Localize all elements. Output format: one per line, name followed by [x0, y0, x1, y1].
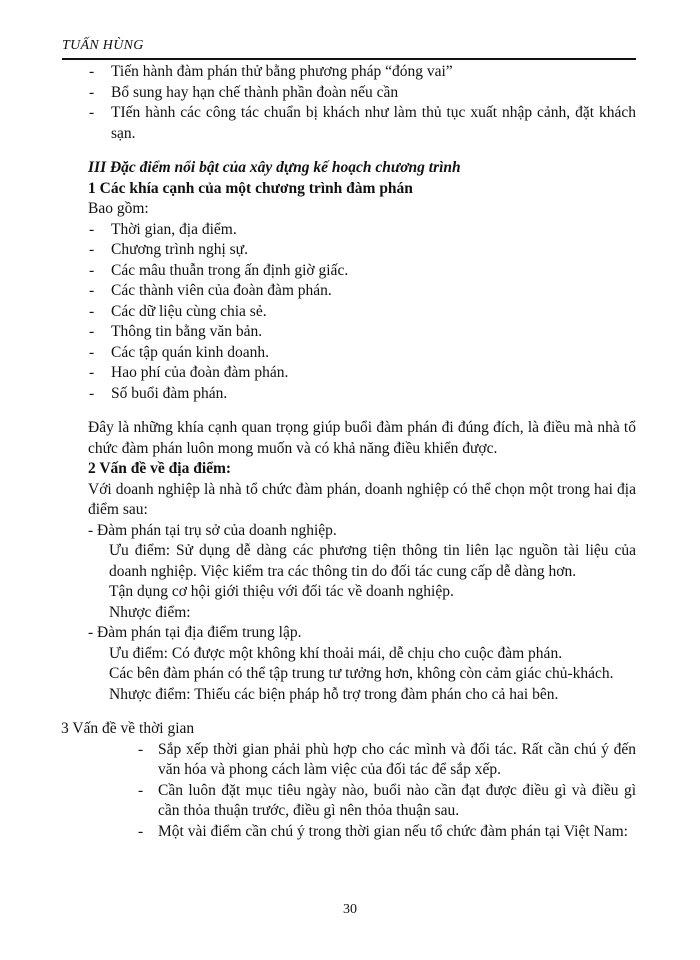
list-item: - Các dữ liệu cùng chia sẻ. — [88, 302, 636, 323]
paragraph: Bao gồm: — [88, 200, 149, 217]
list-item: - Thời gian, địa điểm. — [88, 220, 636, 241]
option-label: - Đàm phán tại địa điểm trung lập. — [88, 624, 302, 641]
list-item: - Các thành viên của đoàn đàm phán. — [88, 281, 636, 302]
list-item: - Tiến hành đàm phán thử bằng phương pháp “đóng vai” — [88, 62, 636, 83]
subsection-heading: 3 Vấn đề về thời gian — [61, 720, 195, 737]
list-item: - Chương trình nghị sự. — [88, 240, 636, 261]
paragraph: Đây là những khía cạnh quan trọng giúp buổi đàm phán đi đúng đích, là điều mà nhà tổ chức đàm phán luôn mong muốn và có khả năng điều khiển được. — [88, 419, 636, 457]
option-label: - Đàm phán tại trụ sở của doanh nghiệp. — [88, 521, 337, 539]
page-body — [61, 62, 636, 842]
subsection-heading: 1 Các khía cạnh của một chương trình đàm phán — [88, 179, 413, 197]
paragraph: Với doanh nghiệp là nhà tổ chức đàm phán, doanh nghiệp có thể chọn một trong hai địa điểm sau: — [88, 480, 636, 518]
list-item: - Số buổi đàm phán. — [88, 384, 636, 405]
page-number: 30 — [343, 902, 357, 917]
paragraph: Nhược điểm: Thiếu các biện pháp hỗ trợ trong đàm phán cho cả hai bên. — [109, 685, 559, 703]
list-item: - Thông tin bằng văn bản. — [88, 322, 636, 343]
list-item: - Một vài điểm cần chú ý trong thời gian nếu tổ chức đàm phán tại Việt Nam: — [134, 822, 636, 843]
list-item: - Các tập quán kinh doanh. — [88, 343, 636, 364]
subsection-heading: 2 Vấn đề về địa điểm: — [88, 460, 232, 477]
paragraph: Các bên đàm phán có thể tập trung tư tưởng hơn, không còn cảm giác chủ-khách. — [109, 665, 614, 682]
list-item: - Sắp xếp thời gian phải phù hợp cho các mình và đối tác. Rất cần chú ý đến văn hóa và phong cách làm việc của đối tác để sắp xếp. — [134, 740, 636, 781]
running-header: TUẤN HÙNG — [62, 38, 144, 53]
paragraph: Tận dụng cơ hội giới thiệu với đối tác về doanh nghiệp. — [109, 583, 454, 600]
list-item: - Các mâu thuẫn trong ấn định giờ giấc. — [88, 261, 636, 282]
list-item: - Bổ sung hay hạn chế thành phần đoàn nếu cần — [88, 83, 636, 104]
paragraph: Ưu điểm: Sử dụng dễ dàng các phương tiện thông tin liên lạc nguồn tài liệu của doanh nghiệp. Việc kiểm tra các thông tin do đối tác cung cấp dễ dàng hơn. — [109, 542, 636, 580]
list-item: - Cần luôn đặt mục tiêu ngày nào, buổi nào cần đạt được điều gì và điều gì cần thỏa thuận trước, điều gì nên thỏa thuận sau. — [134, 781, 636, 822]
paragraph: Nhược điểm: — [109, 603, 191, 621]
section-heading: III Đặc điểm nổi bật của xây dựng kế hoạch chương trình — [88, 159, 461, 176]
list-item: - Hao phí của đoàn đàm phán. — [88, 363, 636, 384]
list-item: - TIến hành các công tác chuẩn bị khách như làm thủ tục xuất nhập cảnh, đặt khách sạn. — [88, 103, 636, 144]
header-rule — [62, 58, 636, 60]
paragraph: Ưu điểm: Có được một không khí thoải mái, dễ chịu cho cuộc đàm phán. — [109, 644, 563, 662]
